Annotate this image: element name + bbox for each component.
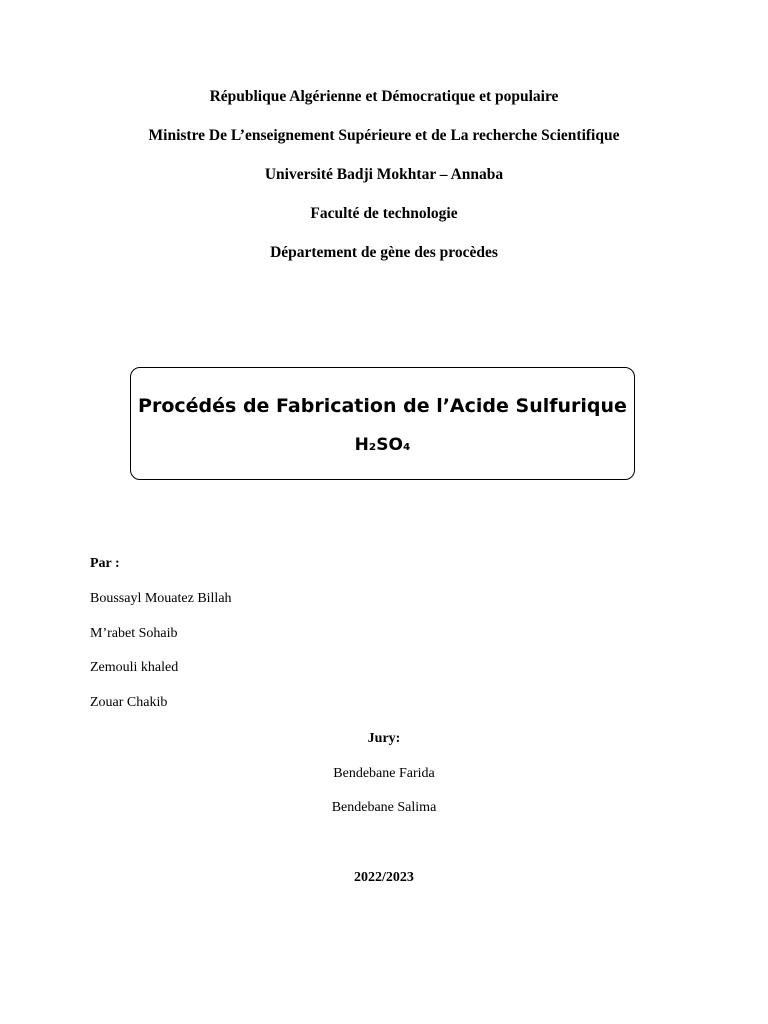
document-title: Procédés de Fabrication de l’Acide Sulfurique xyxy=(138,395,627,417)
author-name: Boussayl Mouatez Billah xyxy=(90,591,232,606)
author-name: M’rabet Sohaib xyxy=(90,626,178,641)
author-name: Zemouli khaled xyxy=(90,660,179,675)
faculty-heading: Faculté de technologie xyxy=(310,205,458,222)
jury-member: Bendebane Farida xyxy=(333,766,435,781)
jury-label: Jury: xyxy=(367,731,401,746)
authors-label: Par : xyxy=(90,556,120,571)
chemical-formula: H₂SO₄ xyxy=(354,435,411,455)
author-name: Zouar Chakib xyxy=(90,695,168,710)
academic-year: 2022/2023 xyxy=(354,870,414,885)
jury-member: Bendebane Salima xyxy=(331,800,437,815)
republic-heading: République Algérienne et Démocratique et populaire xyxy=(209,88,559,105)
department-heading: Département de gène des procèdes xyxy=(270,244,498,261)
ministry-heading: Ministre De L’enseignement Supérieure et de La recherche Scientifique xyxy=(148,127,620,144)
university-heading: Université Badji Mokhtar – Annaba xyxy=(264,166,504,183)
title-box xyxy=(130,367,635,480)
